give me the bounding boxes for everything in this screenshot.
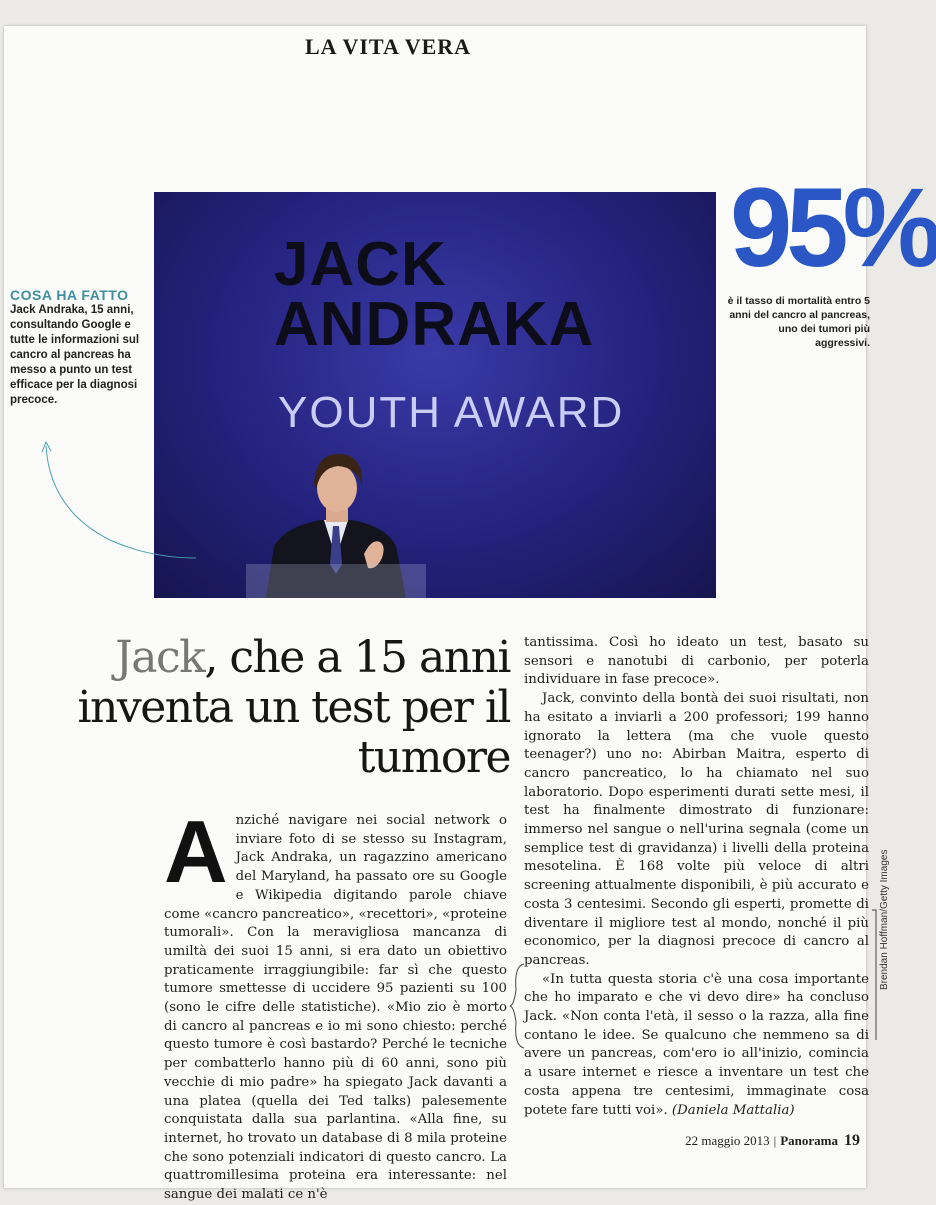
drop-cap: A xyxy=(164,802,228,901)
quote-bracket-icon xyxy=(510,960,890,1050)
caption-arrow-icon xyxy=(40,440,200,580)
page-number: 19 xyxy=(844,1132,860,1149)
article-headline xyxy=(40,633,510,783)
footer-separator: | xyxy=(773,1133,777,1148)
section-title: LA VITA VERA xyxy=(305,34,472,59)
photo-caption xyxy=(10,288,150,408)
photo-sign-line2: ANDRAKA xyxy=(274,290,595,359)
article-byline: (Daniela Mattalia) xyxy=(671,1102,795,1118)
article-column-left xyxy=(164,802,507,1205)
article-photo xyxy=(154,192,716,598)
caption-kicker: COSA HA FATTO xyxy=(10,287,129,303)
quote-text: «In tutta questa storia c'è una cosa importante che ho imparato e che vi devo dire» ha concluso Jack. «Non conta l'età, il sesso o la razza, alla fine contano le idee. Se qualcuno che nemmeno sa di avere un pancreas, com'ero io all'inizio, comincia a usare internet e riesce a inventare un test che costa appena tre centesimi, immaginate cosa potete fare tutti voi». xyxy=(524,971,869,1118)
stat-number: 95% xyxy=(730,165,936,290)
headline-rest: , che a 15 anni inventa un test per il tumore xyxy=(77,632,510,783)
photo-sign-line1: JACK xyxy=(274,230,447,299)
photo-sign-line3: YOUTH AWARD xyxy=(278,388,625,437)
photo-credit: Brendan Hoffman/Getty Images xyxy=(879,849,890,990)
speaker-figure xyxy=(246,446,426,598)
article-paragraph: tantissima. Così ho ideato un test, basato su sensori e nanotubi di carbonio, per poterla individuare in fase precoce». xyxy=(524,635,869,688)
article-paragraph: Jack, convinto della bontà dei suoi risultati, non ha esitato a inviarli a 200 professori; 199 hanno ignorato la lettera (ma che vuole questo teenager?) uno no: Abirban Maitra, esperto di cancro pancreatico, lo ha chiamato nel suo laboratorio. Dopo esperimenti durati sette mesi, il test ha finalmente dimostrato di funzionare: immerso nel sangue o nell'urina segnala (come un semplice test di gravidanza) i livelli della proteina mesotelina. È 168 volte più veloce di altri screening attualmente disponibili, è più accurato e costa 3 centesimi. Secondo gli esperti, promette di diventare il migliore test al mondo, nonché il più economico, per la diagnosi precoce di cancro al pancreas. xyxy=(524,691,869,968)
article-paragraph: nziché navigare nei social network o inviare foto di se stesso su Instagram, Jack Andraka, un ragazzino americano del Maryland, ha passato ore su Google e Wikipedia digitando parole chiave come «cancro pancreatico», «recettori», «proteine tumorali». Con la meravigliosa mancanza di umiltà dei suoi 15 anni, si era dato un obiettivo praticamente irraggiungibile: far sì che questo tumore smettesse di uccidere 95 pazienti su 100 (sono le cifre delle statistiche). «Mio zio è morto di cancro al pancreas e io mi sono chiesto: perché questo tumore è così bastardo? Perché le tecniche per combatterlo hanno più di 60 anni, sono più vecchie di mio padre» ha spiegato Jack davanti a una platea (quella dei Ted talks) palesemente conquistata dalla sua parlantina. «Alla fine, su internet, ho trovato un database di 8 mila proteine che sono potenziali indicatori di questo cancro. La quattromillesima proteina era interessante: nel sangue dei malati ce n'è xyxy=(164,813,507,1203)
stat-description: è il tasso di mortalità entro 5 anni del cancro al pancreas, uno dei tumori più aggressivi. xyxy=(727,295,870,349)
magazine-name: Panorama xyxy=(780,1133,838,1148)
headline-name: Jack xyxy=(115,632,205,683)
caption-text: Jack Andraka, 15 anni, consultando Google e tutte le informazioni sul cancro al pancreas ha messo a punto un test efficace per la diagnosi precoce. xyxy=(10,304,140,406)
issue-date: 22 maggio 2013 xyxy=(685,1133,770,1148)
page-footer xyxy=(685,1132,860,1150)
